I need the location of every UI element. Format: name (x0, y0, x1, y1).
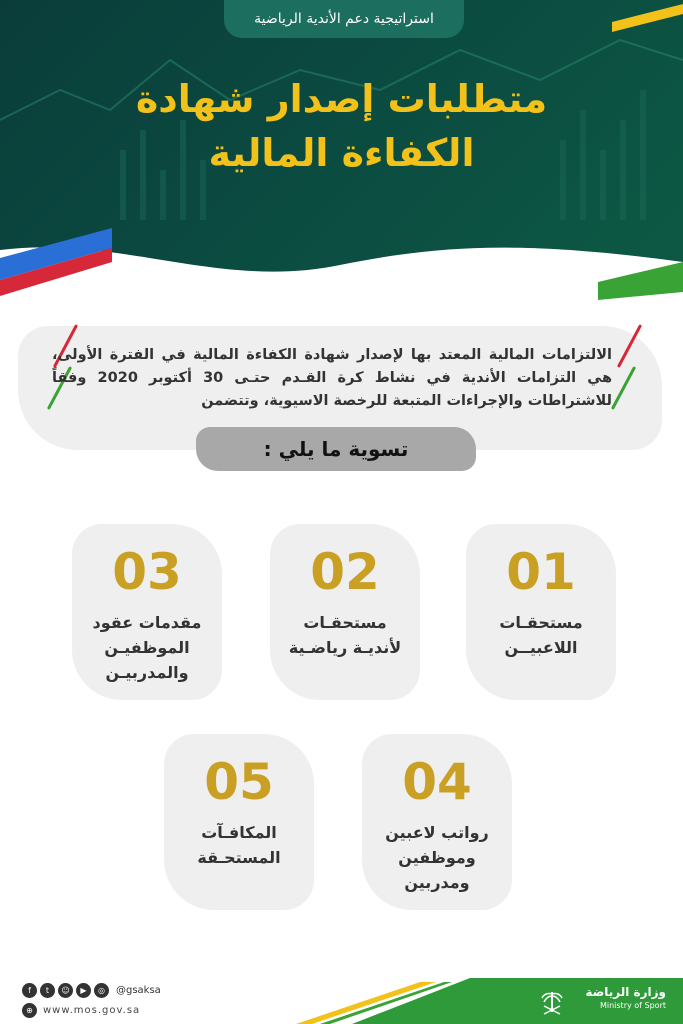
facebook-icon[interactable]: f (22, 983, 37, 998)
item-label: مقدمات عقود الموظفيـن والمدربيـن (92, 613, 202, 682)
item-number: 03 (112, 543, 182, 601)
strategy-label: استراتيجية دعم الأندية الرياضية (224, 0, 464, 38)
item-label: مستحقـات لأنديـة رياضـية (288, 613, 402, 657)
ministry-logo (566, 984, 666, 1020)
snapchat-icon[interactable]: ☺ (58, 983, 73, 998)
item-card-05 (164, 734, 314, 910)
item-number: 02 (310, 543, 380, 601)
palm-emblem-icon (540, 988, 564, 1016)
intro-text: الالتزامات المالية المعتد بها لإصدار شهادة الكفاءة المالية في الفترة الأولى، هي التزامات الأندية في نشاط كرة القـدم حتـى 30 أكتوبر 2020 وفقاً للاشتراطات والإجراءات المتبعة للرخصة الاسيوية، وتتضمن (52, 347, 613, 409)
item-label: رواتب لاعبين وموظفين ومدربين (385, 823, 489, 892)
logo-arabic: وزارة الرياضة (585, 985, 666, 999)
item-card-03 (72, 524, 222, 700)
page-title (40, 72, 643, 180)
twitter-icon[interactable]: t (40, 983, 55, 998)
item-card-01 (466, 524, 616, 700)
website-url[interactable]: www.mos.gov.sa (43, 1004, 141, 1016)
page-title-line-1: متطلبات إصدار شهادة (135, 77, 548, 121)
page-title-line-2: الكفاءة المالية (208, 131, 475, 175)
website-link[interactable] (22, 1002, 140, 1018)
item-card-04 (362, 734, 512, 910)
logo-english: Ministry of Sport (599, 1001, 666, 1010)
subheading: تسوية ما يلي : (196, 427, 476, 471)
social-links (22, 982, 161, 998)
item-label: المكافـآت المستحـقة (197, 823, 281, 867)
social-handle[interactable]: @gsaksa (116, 984, 161, 996)
item-card-02 (270, 524, 420, 700)
item-number: 04 (402, 753, 472, 811)
youtube-icon[interactable]: ▶ (76, 983, 91, 998)
item-number: 05 (204, 753, 274, 811)
globe-icon: ⊕ (22, 1003, 37, 1018)
header-banner (0, 0, 683, 300)
item-number: 01 (506, 543, 576, 601)
item-label: مستحقـات اللاعبيــن (499, 613, 583, 657)
instagram-icon[interactable]: ◎ (94, 983, 109, 998)
